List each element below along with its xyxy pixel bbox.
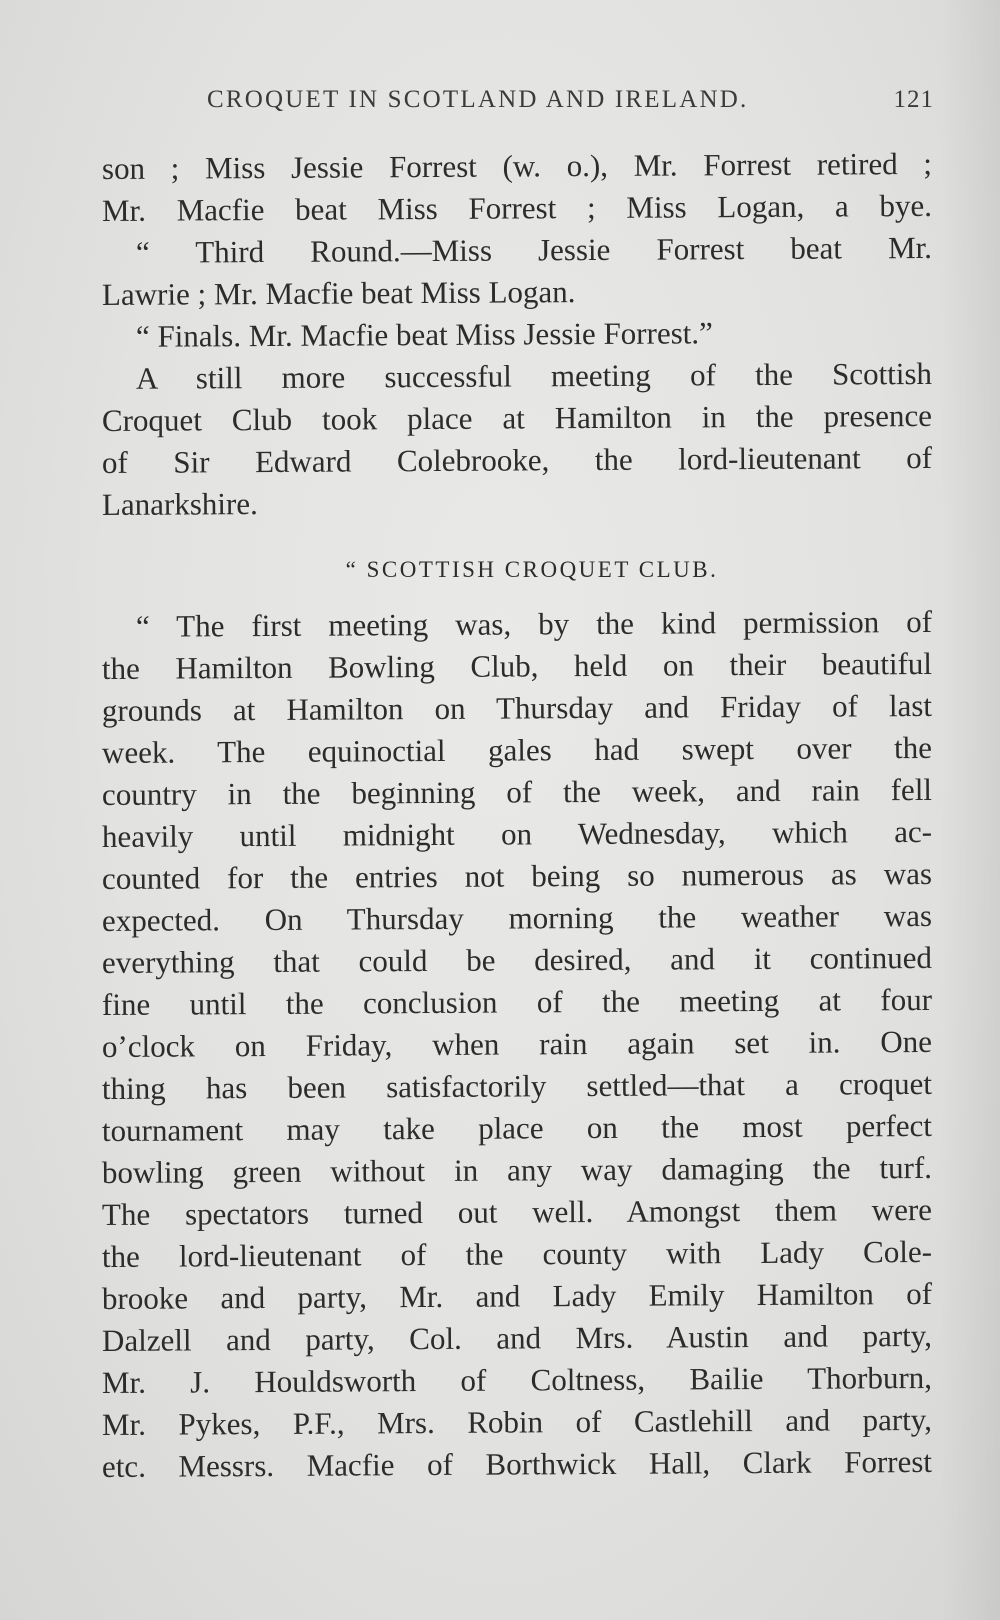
text-line: etc. Messrs. Macfie of Borthwick Hall, Clark Forrest [101,1443,933,1484]
page-number: 121 [893,86,934,113]
text-line: Lanarkshire. [101,486,258,522]
text-line: grounds at Hamilton on Thursday and Friday of last [101,687,933,728]
text-line: Mr. J. Houldsworth of Coltness, Bailie Thorburn, [101,1359,933,1400]
text-line: “ Finals. Mr. Macfie beat Miss Jessie Forrest.” [135,315,713,354]
running-head [207,86,934,122]
text-line: heavily until midnight on Wednesday, which ac- [101,813,933,854]
running-title: CROQUET IN SCOTLAND AND IRELAND. [207,86,749,113]
text-line: o’clock on Friday, when rain again set in. One [101,1023,933,1064]
text-line: son ; Miss Jessie Forrest (w. o.), Mr. Forrest retired ; [101,145,933,186]
text-line: A still more successful meeting of the Scottish [135,355,933,396]
text-line: fine until the conclusion of the meeting at four [101,981,933,1022]
text-line: Dalzell and party, Col. and Mrs. Austin and party, [101,1317,933,1358]
text-line: Lawrie ; Mr. Macfie beat Miss Logan. [101,274,576,312]
text-line: The spectators turned out well. Amongst them were [101,1191,933,1232]
section-subheading: “ SCOTTISH CROQUET CLUB. [345,557,719,582]
text-line: Mr. Pykes, P.F., Mrs. Robin of Castlehill and party, [101,1401,933,1442]
text-line: bowling green without in any way damaging the turf. [101,1149,933,1190]
text-line: tournament may take place on the most perfect [101,1107,933,1148]
body-text [101,145,933,1488]
text-line: the Hamilton Bowling Club, held on their beautiful [101,645,933,686]
text-line: Mr. Macfie beat Miss Forrest ; Miss Logan, a bye. [101,187,933,228]
text-line: expected. On Thursday morning the weather was [101,897,933,938]
text-line: country in the beginning of the week, and rain fell [101,771,933,812]
text-line: Croquet Club took place at Hamilton in the presence [101,397,933,438]
text-line: of Sir Edward Colebrooke, the lord-lieutenant of [101,439,933,480]
page-edge-shadow [940,0,1000,1620]
text-line: everything that could be desired, and it continued [101,939,933,980]
text-line: “ The first meeting was, by the kind permission of [135,603,933,644]
text-line: counted for the entries not being so numerous as was [101,855,933,896]
text-line: “ Third Round.—Miss Jessie Forrest beat Mr. [135,229,933,270]
text-line: week. The equinoctial gales had swept over the [101,729,933,770]
text-line: brooke and party, Mr. and Lady Emily Hamilton of [101,1275,933,1316]
text-line: thing has been satisfactorily settled—that a croquet [101,1065,933,1106]
text-line: the lord-lieutenant of the county with Lady Cole- [101,1233,933,1274]
